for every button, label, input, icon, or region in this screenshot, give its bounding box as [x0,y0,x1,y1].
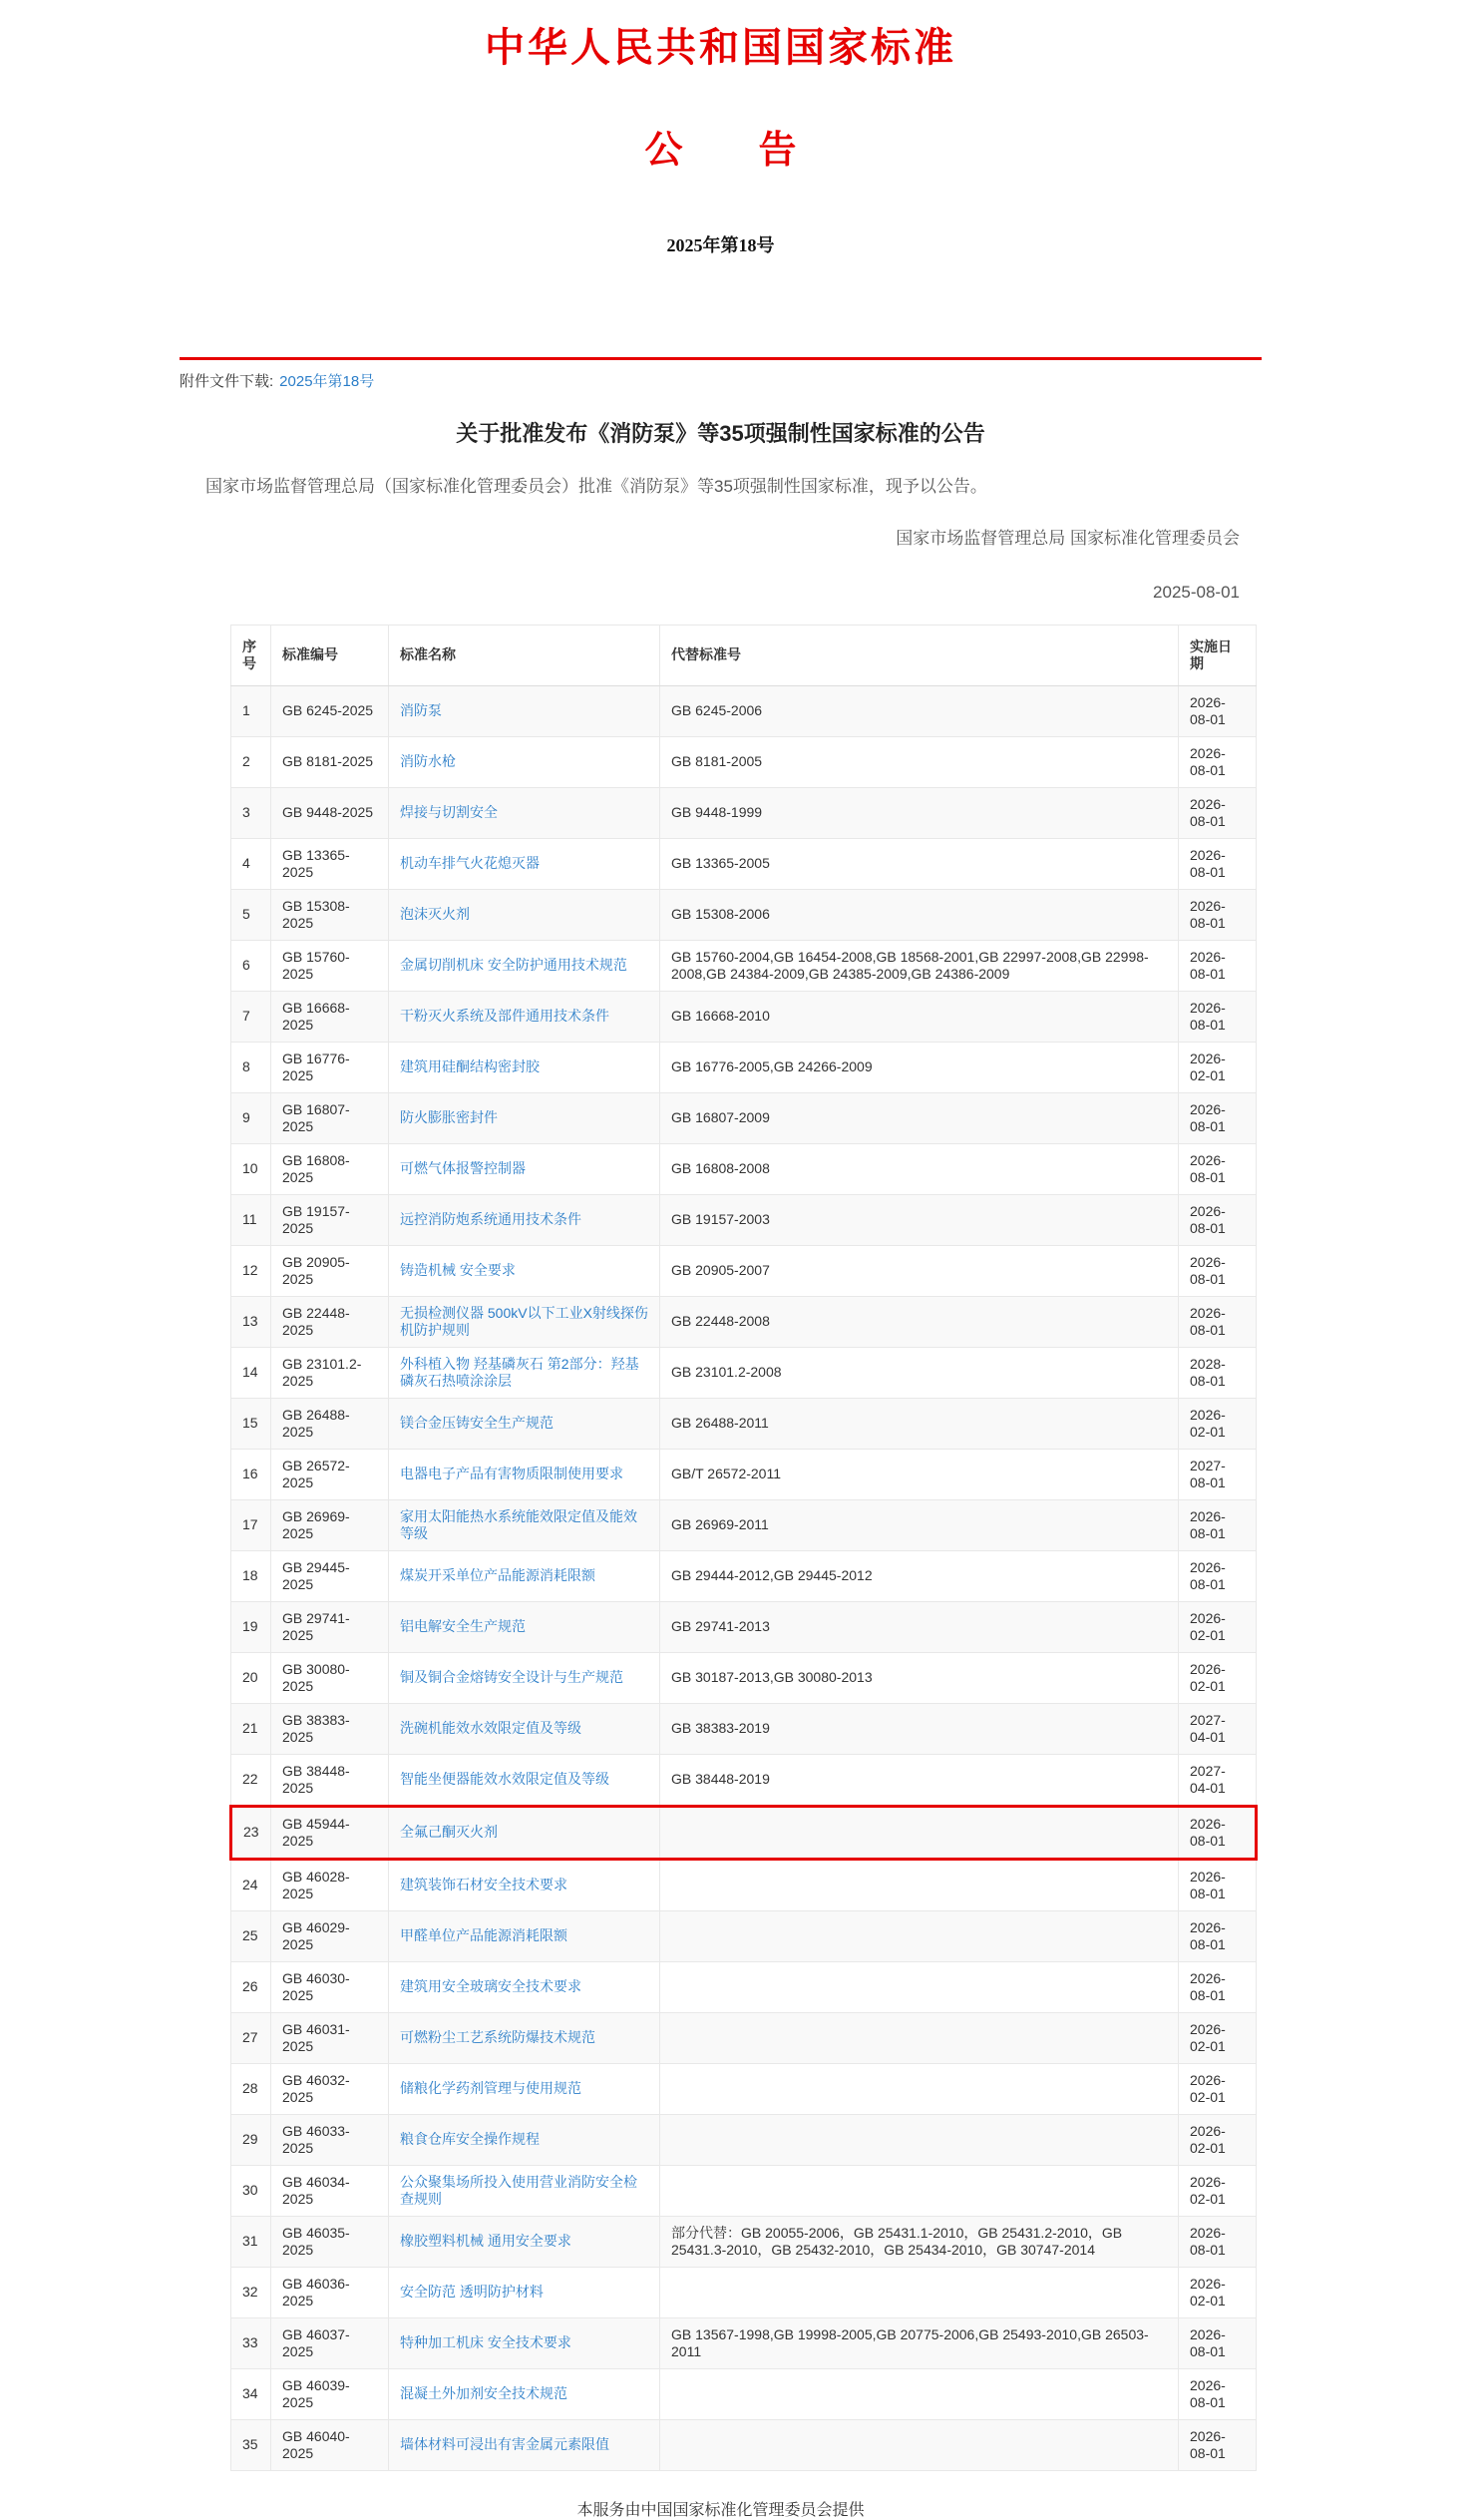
replaced-standards-cell: GB 20905-2007 [660,1245,1179,1296]
replaced-standards-cell: GB 13365-2005 [660,838,1179,889]
standard-name-link[interactable]: 可燃气体报警控制器 [400,1160,526,1176]
column-header: 实施日期 [1179,625,1257,685]
standard-name-cell [389,2063,660,2114]
standard-name-link[interactable]: 外科植入物 羟基磷灰石 第2部分：羟基磷灰石热喷涂涂层 [400,1355,639,1389]
replaced-standards-cell: GB 23101.2-2008 [660,1347,1179,1398]
standard-name-cell [389,2317,660,2368]
replaced-standards-cell: GB 30187-2013,GB 30080-2013 [660,1652,1179,1703]
replaced-standards-cell: GB 16668-2010 [660,991,1179,1042]
standard-name-cell [389,1245,660,1296]
standard-code-cell: GB 46030-2025 [271,1961,389,2012]
standard-name-link[interactable]: 煤炭开采单位产品能源消耗限额 [400,1567,595,1583]
replaced-standards-cell: GB 16807-2009 [660,1092,1179,1143]
document-body-paragraph: 国家市场监督管理总局（国家标准化管理委员会）批准《消防泵》等35项强制性国家标准，现予以公告。 [205,477,987,496]
row-index-cell: 32 [231,2267,271,2317]
implementation-date-cell: 2026-08-01 [1179,2216,1257,2267]
standard-name-cell [389,1194,660,1245]
replaced-standards-cell: GB 15308-2006 [660,889,1179,940]
table-row [231,991,1257,1042]
row-index-cell: 19 [231,1601,271,1652]
announcement-subtitle: 公 告 [644,130,797,172]
table-row [231,2368,1257,2419]
implementation-date-cell: 2026-08-01 [1179,1550,1257,1601]
standard-name-link[interactable]: 储粮化学药剂管理与使用规范 [400,2080,581,2096]
replaced-standards-cell [660,2267,1179,2317]
standard-name-link[interactable]: 墙体材料可浸出有害金属元素限值 [400,2436,609,2452]
standard-name-cell [389,1042,660,1092]
replaced-standards-cell [660,2114,1179,2165]
standard-name-link[interactable]: 公众聚集场所投入使用营业消防安全检查规则 [400,2173,637,2207]
implementation-date-cell: 2026-08-01 [1179,1296,1257,1347]
row-index-cell: 22 [231,1754,271,1806]
row-index-cell: 3 [231,787,271,838]
standard-name-link[interactable]: 混凝土外加剂安全技术规范 [400,2385,567,2401]
standard-code-cell: GB 8181-2025 [271,736,389,787]
table-row [231,1703,1257,1754]
implementation-date-cell: 2026-08-01 [1179,1092,1257,1143]
row-index-cell: 8 [231,1042,271,1092]
standard-code-cell: GB 46039-2025 [271,2368,389,2419]
standard-code-cell: GB 46029-2025 [271,1910,389,1961]
standard-code-cell: GB 20905-2025 [271,1245,389,1296]
standard-code-cell: GB 29741-2025 [271,1601,389,1652]
standard-name-link[interactable]: 智能坐便器能效水效限定值及等级 [400,1771,609,1787]
table-row [231,940,1257,991]
standard-code-cell: GB 30080-2025 [271,1652,389,1703]
document-title: 关于批准发布《消防泵》等35项强制性国家标准的公告 [456,421,985,446]
implementation-date-cell: 2026-08-01 [1179,838,1257,889]
table-row [231,889,1257,940]
standard-name-cell [389,838,660,889]
row-index-cell: 6 [231,940,271,991]
standard-name-link[interactable]: 粮食仓库安全操作规程 [400,2131,540,2147]
standard-name-cell [389,940,660,991]
page-title: 中华人民共和国国家标准 [485,25,956,70]
row-index-cell: 34 [231,2368,271,2419]
standard-code-cell: GB 46040-2025 [271,2419,389,2470]
standard-code-cell: GB 23101.2-2025 [271,1347,389,1398]
standard-code-cell: GB 26488-2025 [271,1398,389,1449]
implementation-date-cell: 2026-02-01 [1179,2114,1257,2165]
table-row [231,787,1257,838]
standard-name-link[interactable]: 建筑用安全玻璃安全技术要求 [400,1978,581,1994]
page-content [180,0,1262,2520]
standard-code-cell: GB 46032-2025 [271,2063,389,2114]
standard-name-link[interactable]: 橡胶塑料机械 通用安全要求 [400,2233,571,2249]
standard-name-link[interactable]: 铜及铜合金熔铸安全设计与生产规范 [400,1669,623,1685]
table-row [231,2317,1257,2368]
column-header: 代替标准号 [660,625,1179,685]
table-row [231,2216,1257,2267]
standard-name-link[interactable]: 无损检测仪器 500kV以下工业X射线探伤机防护规则 [400,1304,648,1338]
standard-code-cell: GB 9448-2025 [271,787,389,838]
standard-name-link[interactable]: 防火膨胀密封件 [400,1109,498,1125]
table-row [231,1398,1257,1449]
standard-code-cell: GB 16807-2025 [271,1092,389,1143]
implementation-date-cell: 2028-08-01 [1179,1347,1257,1398]
standard-name-link[interactable]: 机动车排气火花熄灭器 [400,855,540,871]
standard-name-cell [389,1296,660,1347]
standard-name-cell [389,1703,660,1754]
table-row [231,838,1257,889]
implementation-date-cell: 2026-08-01 [1179,1245,1257,1296]
implementation-date-cell: 2026-02-01 [1179,1398,1257,1449]
row-index-cell: 30 [231,2165,271,2216]
standard-code-cell: GB 46031-2025 [271,2012,389,2063]
row-index-cell: 15 [231,1398,271,1449]
replaced-standards-cell [660,2368,1179,2419]
table-row [231,1859,1257,1910]
standard-name-cell [389,2216,660,2267]
implementation-date-cell: 2026-08-01 [1179,1806,1257,1859]
implementation-date-cell: 2026-08-01 [1179,1910,1257,1961]
table-row [231,1143,1257,1194]
column-header: 标准编号 [271,625,389,685]
implementation-date-cell: 2026-08-01 [1179,2419,1257,2470]
implementation-date-cell: 2026-02-01 [1179,2063,1257,2114]
table-row [231,1042,1257,1092]
standard-code-cell: GB 15308-2025 [271,889,389,940]
standard-name-cell [389,685,660,736]
standard-name-cell [389,1449,660,1499]
standard-name-cell [389,1961,660,2012]
replaced-standards-cell: 部分代替：GB 20055-2006，GB 25431.1-2010，GB 25431.2-2010，GB 25431.3-2010，GB 25432-2010，GB 25434-2010，GB 30747-2014 [660,2216,1179,2267]
standard-code-cell: GB 46036-2025 [271,2267,389,2317]
standard-name-link[interactable]: 甲醛单位产品能源消耗限额 [400,1927,567,1943]
standard-name-link[interactable]: 焊接与切割安全 [400,804,498,820]
implementation-date-cell: 2026-02-01 [1179,2267,1257,2317]
table-row [231,1499,1257,1550]
standard-code-cell: GB 46028-2025 [271,1859,389,1910]
table-row [231,1092,1257,1143]
row-index-cell: 14 [231,1347,271,1398]
implementation-date-cell: 2026-08-01 [1179,1143,1257,1194]
standard-name-link[interactable]: 建筑用硅酮结构密封胶 [400,1058,540,1074]
standard-code-cell: GB 46033-2025 [271,2114,389,2165]
replaced-standards-cell: GB 29741-2013 [660,1601,1179,1652]
standard-code-cell: GB 19157-2025 [271,1194,389,1245]
row-index-cell: 33 [231,2317,271,2368]
table-row [231,2063,1257,2114]
table-row [231,1961,1257,2012]
implementation-date-cell: 2026-08-01 [1179,787,1257,838]
row-index-cell: 18 [231,1550,271,1601]
implementation-date-cell: 2026-08-01 [1179,1194,1257,1245]
implementation-date-cell: 2026-08-01 [1179,736,1257,787]
red-divider [180,357,1262,360]
standard-name-link[interactable]: 特种加工机床 安全技术要求 [400,2334,571,2350]
replaced-standards-cell: GB 15760-2004,GB 16454-2008,GB 18568-2001,GB 22997-2008,GB 22998-2008,GB 24384-2009,GB 24385-2009,GB 24386-2009 [660,940,1179,991]
row-index-cell: 2 [231,736,271,787]
table-row [231,2165,1257,2216]
attachment-label: 附件文件下载: [180,373,274,390]
row-index-cell: 24 [231,1859,271,1910]
standard-name-cell [389,2012,660,2063]
row-index-cell: 23 [231,1806,271,1859]
standard-name-cell [389,1910,660,1961]
row-index-cell: 27 [231,2012,271,2063]
table-row [231,1245,1257,1296]
standard-code-cell: GB 16808-2025 [271,1143,389,1194]
standard-code-cell: GB 46035-2025 [271,2216,389,2267]
replaced-standards-cell [660,1961,1179,2012]
standard-code-cell: GB 16776-2025 [271,1042,389,1092]
table-row [231,1449,1257,1499]
standard-name-cell [389,1754,660,1806]
implementation-date-cell: 2026-02-01 [1179,1042,1257,1092]
standard-code-cell: GB 26572-2025 [271,1449,389,1499]
implementation-date-cell: 2027-04-01 [1179,1703,1257,1754]
row-index-cell: 17 [231,1499,271,1550]
replaced-standards-cell: GB 26969-2011 [660,1499,1179,1550]
standard-code-cell: GB 38383-2025 [271,1703,389,1754]
implementation-date-cell: 2026-02-01 [1179,2012,1257,2063]
standard-code-cell: GB 15760-2025 [271,940,389,991]
table-row [231,1194,1257,1245]
table-row [231,2419,1257,2470]
implementation-date-cell: 2026-02-01 [1179,1601,1257,1652]
implementation-date-cell: 2026-08-01 [1179,1499,1257,1550]
standard-name-cell [389,991,660,1042]
table-row [231,685,1257,736]
table-row [231,1296,1257,1347]
standard-code-cell: GB 16668-2025 [271,991,389,1042]
replaced-standards-cell [660,2419,1179,2470]
standard-name-cell [389,2267,660,2317]
attachment-link[interactable]: 2025年第18号 [279,373,375,390]
standard-name-link[interactable]: 安全防范 透明防护材料 [400,2284,544,2300]
footer-note: 本服务由中国国家标准化管理委员会提供 [576,2501,865,2519]
row-index-cell: 12 [231,1245,271,1296]
implementation-date-cell: 2026-08-01 [1179,1859,1257,1910]
row-index-cell: 31 [231,2216,271,2267]
row-index-cell: 25 [231,1910,271,1961]
standard-name-cell [389,1601,660,1652]
replaced-standards-cell: GB 38448-2019 [660,1754,1179,1806]
replaced-standards-cell [660,2165,1179,2216]
standard-name-link[interactable]: 可燃粉尘工艺系统防爆技术规范 [400,2029,595,2045]
replaced-standards-cell [660,2063,1179,2114]
replaced-standards-cell: GB 6245-2006 [660,685,1179,736]
standard-name-cell [389,1652,660,1703]
standard-name-link[interactable]: 金属切削机床 安全防护通用技术规范 [400,957,627,973]
replaced-standards-cell [660,1910,1179,1961]
replaced-standards-cell [660,2012,1179,2063]
standard-name-link[interactable]: 消防水枪 [400,753,456,769]
implementation-date-cell: 2026-08-01 [1179,685,1257,736]
standard-name-cell [389,889,660,940]
implementation-date-cell: 2026-02-01 [1179,2165,1257,2216]
replaced-standards-cell [660,1859,1179,1910]
standard-name-link[interactable]: 干粉灭火系统及部件通用技术条件 [400,1008,609,1024]
table-row [231,1347,1257,1398]
standard-code-cell: GB 26969-2025 [271,1499,389,1550]
attachment-row [180,370,1262,391]
row-index-cell: 29 [231,2114,271,2165]
standard-name-cell [389,1092,660,1143]
issue-number: 2025年第18号 [666,235,775,255]
implementation-date-cell: 2027-08-01 [1179,1449,1257,1499]
standard-name-link[interactable]: 镁合金压铸安全生产规范 [400,1415,554,1431]
table-row [231,1652,1257,1703]
table-row [231,2012,1257,2063]
standard-name-link[interactable]: 远控消防炮系统通用技术条件 [400,1211,581,1227]
row-index-cell: 26 [231,1961,271,2012]
standard-code-cell: GB 45944-2025 [271,1806,389,1859]
standard-code-cell: GB 13365-2025 [271,838,389,889]
table-row [231,2267,1257,2317]
issuing-authority-signature: 国家市场监督管理总局 国家标准化管理委员会 [896,528,1240,548]
replaced-standards-cell: GB 16776-2005,GB 24266-2009 [660,1042,1179,1092]
replaced-standards-cell: GB/T 26572-2011 [660,1449,1179,1499]
standard-code-cell: GB 38448-2025 [271,1754,389,1806]
implementation-date-cell: 2026-08-01 [1179,2317,1257,2368]
standard-name-link[interactable]: 全氟己酮灭火剂 [400,1824,498,1840]
standard-name-cell [389,2368,660,2419]
table-row [231,1754,1257,1806]
table-row [231,2114,1257,2165]
implementation-date-cell: 2026-02-01 [1179,1652,1257,1703]
replaced-standards-cell: GB 22448-2008 [660,1296,1179,1347]
standard-name-link[interactable]: 泡沫灭火剂 [400,906,470,922]
standard-code-cell: GB 46037-2025 [271,2317,389,2368]
standard-name-link[interactable]: 洗碗机能效水效限定值及等级 [400,1720,581,1736]
standard-name-cell [389,1806,660,1859]
row-index-cell: 4 [231,838,271,889]
row-index-cell: 9 [231,1092,271,1143]
implementation-date-cell: 2026-08-01 [1179,2368,1257,2419]
row-index-cell: 5 [231,889,271,940]
row-index-cell: 35 [231,2419,271,2470]
standard-name-cell [389,736,660,787]
row-index-cell: 28 [231,2063,271,2114]
row-index-cell: 16 [231,1449,271,1499]
standard-name-link[interactable]: 铝电解安全生产规范 [400,1618,526,1634]
replaced-standards-cell: GB 8181-2005 [660,736,1179,787]
row-index-cell: 1 [231,685,271,736]
standard-name-cell [389,787,660,838]
standard-name-cell [389,1859,660,1910]
replaced-standards-cell: GB 38383-2019 [660,1703,1179,1754]
standard-name-cell [389,2419,660,2470]
signature-date: 2025-08-01 [1153,582,1240,602]
table-row [231,1550,1257,1601]
column-header: 序号 [231,625,271,685]
standard-name-cell [389,2165,660,2216]
standard-name-cell [389,1499,660,1550]
standard-name-link[interactable]: 消防泵 [400,702,442,718]
replaced-standards-cell: GB 29444-2012,GB 29445-2012 [660,1550,1179,1601]
table-row-highlighted [231,1806,1257,1859]
standard-name-cell [389,1398,660,1449]
standard-name-link[interactable]: 电器电子产品有害物质限制使用要求 [400,1466,623,1481]
replaced-standards-cell: GB 19157-2003 [660,1194,1179,1245]
replaced-standards-cell: GB 9448-1999 [660,787,1179,838]
implementation-date-cell: 2027-04-01 [1179,1754,1257,1806]
row-index-cell: 20 [231,1652,271,1703]
standard-name-link[interactable]: 建筑装饰石材安全技术要求 [400,1877,567,1892]
implementation-date-cell: 2026-08-01 [1179,991,1257,1042]
standard-code-cell: GB 22448-2025 [271,1296,389,1347]
replaced-standards-cell: GB 13567-1998,GB 19998-2005,GB 20775-2006,GB 25493-2010,GB 26503-2011 [660,2317,1179,2368]
row-index-cell: 21 [231,1703,271,1754]
table-row [231,736,1257,787]
table-row [231,1601,1257,1652]
standard-code-cell: GB 6245-2025 [271,685,389,736]
standard-code-cell: GB 29445-2025 [271,1550,389,1601]
implementation-date-cell: 2026-08-01 [1179,1961,1257,2012]
standard-name-cell [389,1550,660,1601]
row-index-cell: 10 [231,1143,271,1194]
table-row [231,1910,1257,1961]
table-header-row [231,625,1257,685]
standard-code-cell: GB 46034-2025 [271,2165,389,2216]
standard-name-cell [389,2114,660,2165]
implementation-date-cell: 2026-08-01 [1179,889,1257,940]
replaced-standards-cell: GB 16808-2008 [660,1143,1179,1194]
standard-name-cell [389,1347,660,1398]
standard-name-cell [389,1143,660,1194]
standard-name-link[interactable]: 家用太阳能热水系统能效限定值及能效等级 [400,1507,637,1541]
replaced-standards-cell: GB 26488-2011 [660,1398,1179,1449]
implementation-date-cell: 2026-08-01 [1179,940,1257,991]
replaced-standards-cell [660,1806,1179,1859]
column-header: 标准名称 [389,625,660,685]
row-index-cell: 11 [231,1194,271,1245]
row-index-cell: 13 [231,1296,271,1347]
standard-name-link[interactable]: 铸造机械 安全要求 [400,1262,516,1278]
row-index-cell: 7 [231,991,271,1042]
standards-table [229,625,1258,2471]
